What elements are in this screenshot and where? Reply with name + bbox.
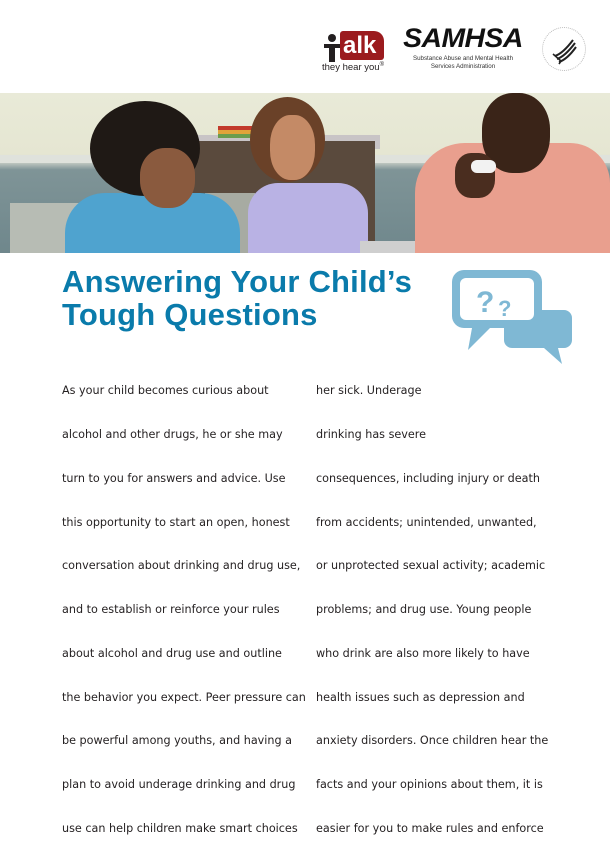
talk-logo-word: alk — [340, 31, 384, 60]
body-text-left-column — [62, 355, 306, 851]
svg-text:?: ? — [476, 286, 495, 319]
text-line: consequences, including injury or death — [316, 471, 540, 485]
title-line-1: Answering Your Child’s — [62, 264, 413, 299]
text-line: conversation about drinking and drug use, — [62, 559, 301, 573]
text-line: this opportunity to start an open, honest — [62, 515, 290, 529]
speech-bubbles-question-icon — [450, 268, 572, 366]
text-line: use can help children make smart choices — [62, 822, 298, 835]
text-line: anxiety disorders. Once children hear the — [316, 734, 549, 748]
samhsa-logo — [402, 24, 524, 74]
text-line: alcohol and other drugs, he or she may — [62, 427, 283, 441]
text-line: or unprotected sexual activity; academic — [316, 559, 546, 573]
hhs-eagle-seal-icon — [542, 27, 586, 71]
text-line: who drink are also more likely to have — [316, 646, 530, 660]
text-line: and to establish or reinforce your rules — [62, 603, 280, 617]
person-icon — [324, 34, 340, 62]
text-line: be powerful among youths, and having a — [62, 734, 293, 748]
title-line-2: Tough Questions — [62, 297, 318, 332]
samhsa-wordmark: SAMHSA — [403, 23, 523, 53]
text-line: about alcohol and drug use and outline — [62, 646, 282, 660]
text-line: health issues such as depression and — [316, 690, 525, 704]
samhsa-subtitle: Substance Abuse and Mental Health Services Administration — [412, 55, 514, 70]
text-line: facts and your opinions about them, it is — [316, 778, 543, 792]
svg-text:?: ? — [498, 296, 512, 321]
body-text-right-column — [316, 355, 556, 851]
page-title — [62, 265, 442, 331]
text-line: the behavior you expect. Peer pressure can — [62, 690, 306, 704]
family-conversation-photo — [0, 93, 610, 253]
text-line: problems; and drug use. Young people — [316, 603, 532, 617]
text-line: As your child becomes curious about — [62, 384, 269, 398]
text-line: her sick. Underage — [316, 384, 422, 398]
text-line: from accidents; unintended, unwanted, — [316, 515, 537, 529]
talk-they-hear-you-logo — [320, 28, 392, 74]
header-logos — [320, 22, 610, 76]
talk-logo-tagline: they hear you® — [322, 62, 384, 74]
text-line: drinking has severe — [316, 427, 427, 441]
text-line: easier for you to make rules and enforce — [316, 822, 544, 835]
text-line: plan to avoid underage drinking and drug — [62, 778, 296, 792]
text-line: turn to you for answers and advice. Use — [62, 471, 286, 485]
